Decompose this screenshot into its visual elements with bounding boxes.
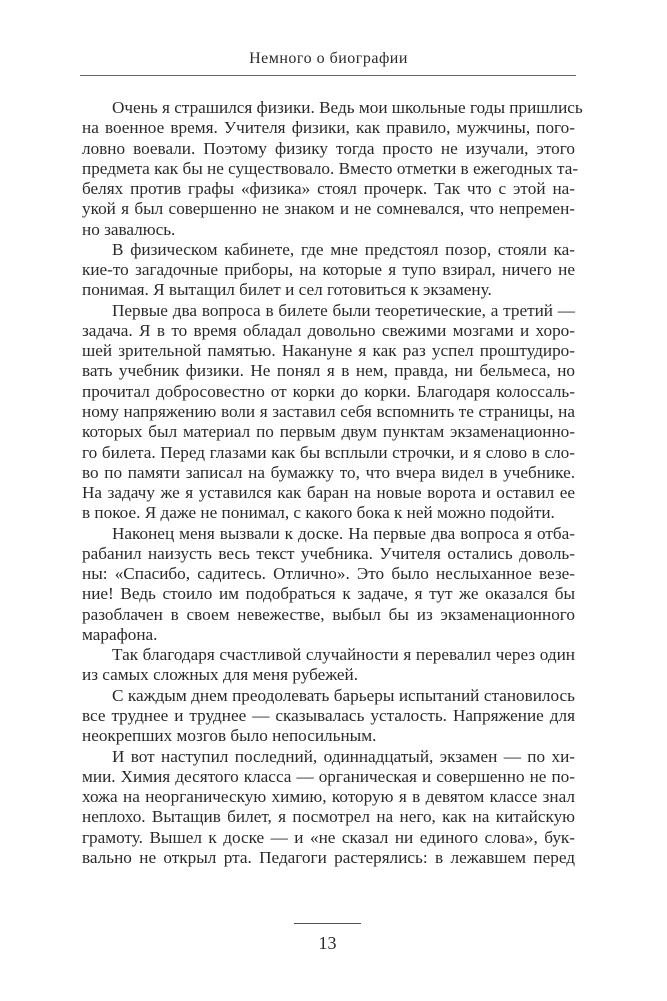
text-line: предмета как бы не существовало. Вместо отметки в ежегодных та-	[82, 158, 579, 178]
text-line: ловно воевали. Поэтому физику тогда просто не изучали, этого	[82, 138, 575, 158]
text-line: Очень я страшился физики. Ведь мои школьные годы пришлись	[112, 98, 583, 117]
text-line: ны: «Спасибо, садитесь. Отлично». Это было неслыханное везе-	[82, 564, 575, 584]
text-line: белях против графы «физика» стоял прочерк. Так что с этой на-	[82, 179, 575, 199]
paragraph	[82, 645, 575, 686]
text-line: на военное время. Учителя физики, как правило, мужчины, пого-	[82, 118, 575, 138]
text-line: В физическом кабинете, где мне предстоял позор, стояли ка-	[112, 239, 575, 259]
paragraph	[82, 240, 575, 301]
text-line: Первые два вопроса в билете были теоретические, а третий —	[112, 300, 575, 320]
text-line: из самых сложных для меня рубежей.	[82, 665, 359, 685]
text-line: Так благодаря счастливой случайности я перевалил через один	[112, 645, 575, 665]
text-line: вально не открыл рта. Педагоги растерялись: в лежавшем перед	[82, 847, 575, 867]
body-text	[82, 98, 583, 868]
running-head: Немного о биографии	[249, 50, 408, 67]
text-line: кие-то загадочные приборы, на которые я тупо взирал, ничего не	[82, 260, 575, 280]
text-line: укой я был совершенно не знаком и не сомневался, что непремен-	[82, 199, 575, 219]
text-line: разоблачен в своем невежестве, выбыл бы из экзаменационного	[82, 604, 575, 624]
text-line: На задачу же я уставился как баран на новые ворота и оставил ее	[82, 483, 575, 503]
text-line: ному напряжению воли я заставил себя вспомнить те страницы, на	[82, 401, 575, 421]
text-line: но завалюсь.	[82, 219, 176, 239]
text-line: все труднее и труднее — сказывалась усталость. Напряжение для	[82, 705, 575, 725]
text-line: задача. Я в то время обладал довольно свежими мозгами и хоро-	[82, 320, 575, 340]
paragraph	[82, 301, 575, 524]
text-line: в покое. Я даже не понимал, с какого бока к ней можно подойти.	[82, 503, 555, 523]
header-rule	[80, 75, 576, 76]
text-line: вать учебник физики. Не понял я в нем, правда, ни бельмеса, но	[82, 361, 575, 381]
paragraph	[82, 98, 583, 240]
page-number: 13	[318, 933, 337, 953]
text-line: неплохо. Вытащив билет, я посмотрел на него, как на китайскую	[82, 807, 575, 827]
text-line: рабанил наизусть весь текст учебника. Учителя остались доволь-	[82, 543, 575, 563]
text-line: И вот наступил последний, одиннадцатый, экзамен — по хи-	[112, 746, 575, 766]
text-line: понимая. Я вытащил билет и сел готовиться к экзамену.	[82, 280, 492, 300]
text-line: ние! Ведь стоило им подобраться к задаче, я тут же оказался бы	[82, 584, 575, 604]
text-line: го билета. Перед глазами как бы всплыли строчки, и я слово в сло-	[82, 442, 575, 462]
text-line: С каждым днем преодолевать барьеры испытаний становилось	[112, 685, 575, 705]
paragraph	[82, 686, 575, 747]
text-line: которых был материал по первым двум пунктам экзаменационно-	[82, 422, 575, 442]
footer-rule	[294, 923, 361, 924]
text-line: хожа на неорганическую химию, которую я в девятом классе знал	[82, 787, 575, 807]
text-line: прочитал добросовестно от корки до корки. Благодаря колоссаль-	[82, 381, 575, 401]
text-line: марафона.	[82, 624, 158, 644]
text-line: неокрепших мозгов было непосильным.	[82, 726, 377, 746]
text-line: во по памяти записал на бумажку то, что вчера видел в учебнике.	[82, 462, 575, 482]
text-line: шей зрительной памятью. Накануне я как раз успел проштудиро-	[82, 341, 575, 361]
text-line: грамоту. Вышел к доске — и «не сказал ни единого слова», бук-	[82, 827, 575, 847]
paragraph	[82, 524, 575, 646]
paragraph	[82, 747, 575, 869]
text-line: Наконец меня вызвали к доске. На первые два вопроса я отба-	[112, 523, 575, 543]
text-line: мии. Химия десятого класса — органическая и совершенно не по-	[82, 766, 575, 786]
